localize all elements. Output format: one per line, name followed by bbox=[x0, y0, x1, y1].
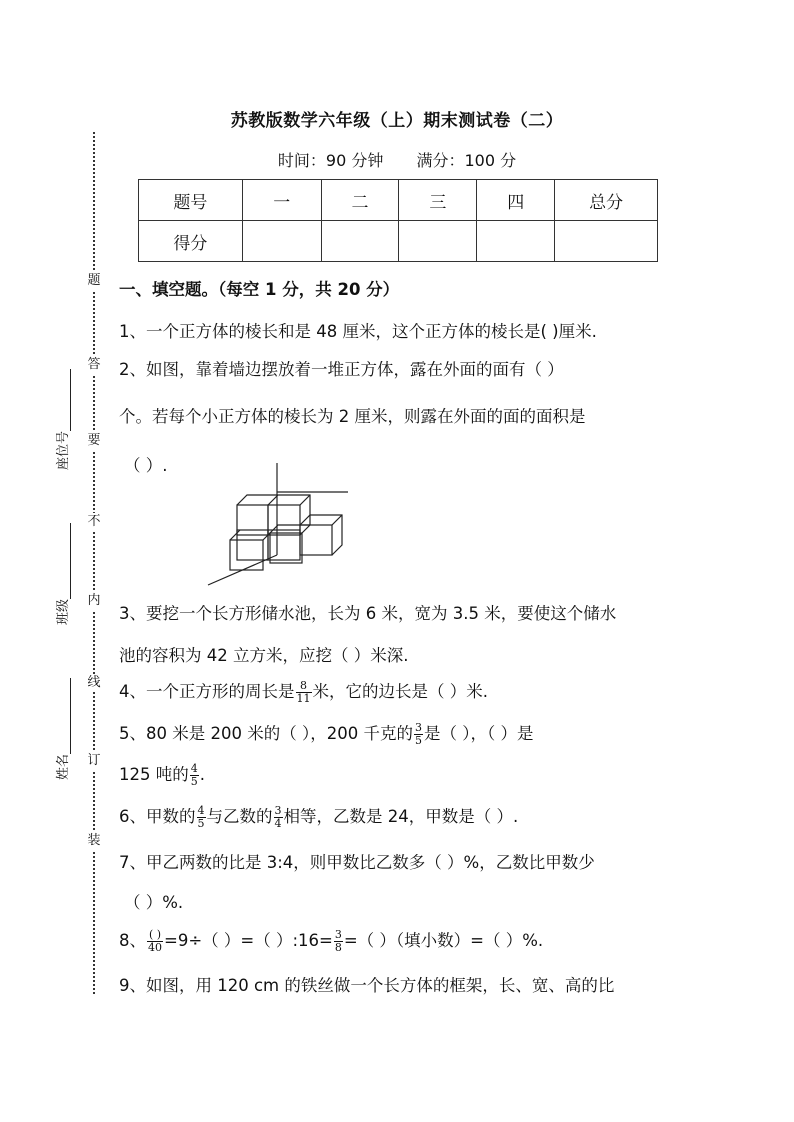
score-cell[interactable] bbox=[242, 221, 321, 262]
time-limit: 时间：90 分钟 bbox=[277, 151, 384, 170]
fraction-denominator: 5 bbox=[197, 817, 205, 830]
question-3-line-2: 池的容积为 42 立方米，应挖（ ）米深. bbox=[119, 646, 409, 665]
question-4-text: 4、一个正方形的周长是 bbox=[119, 682, 295, 701]
fraction-numerator: 3 bbox=[334, 928, 342, 941]
class-blank[interactable] bbox=[57, 523, 71, 599]
seat-number-label: 座位号 bbox=[56, 430, 71, 470]
binding-char: 要 bbox=[85, 432, 103, 450]
table-header-cell: 三 bbox=[399, 180, 477, 221]
full-score: 满分：100 分 bbox=[416, 151, 517, 170]
question-8-text: 8、 bbox=[119, 931, 146, 950]
binding-char: 题 bbox=[85, 272, 103, 290]
fraction-numerator: 4 bbox=[197, 804, 205, 817]
binding-dotted-line bbox=[93, 132, 95, 994]
table-row-label: 得分 bbox=[139, 221, 243, 262]
question-2-line-1: 2、如图，靠着墙边摆放着一堆正方体，露在外面的面有（ ） bbox=[119, 360, 564, 379]
binding-char: 不 bbox=[85, 513, 103, 531]
question-2-line-2: 个。若每个小正方体的棱长为 2 厘米，则露在外面的面的面积是 bbox=[119, 407, 586, 426]
fraction bbox=[414, 722, 423, 747]
question-5-line-2 bbox=[119, 761, 679, 788]
question-5-text: . bbox=[199, 765, 205, 784]
question-8-text: =9÷（ ）=（ ）:16= bbox=[164, 931, 333, 950]
fraction bbox=[274, 805, 283, 830]
question-7-line-1: 7、甲乙两数的比是 3:4，则甲数比乙数多（ ）%，乙数比甲数少 bbox=[119, 853, 595, 872]
fraction-denominator: 5 bbox=[414, 734, 422, 747]
name-blank[interactable] bbox=[57, 678, 71, 754]
binding-char: 订 bbox=[85, 752, 103, 770]
class-label: 班级 bbox=[56, 598, 71, 625]
score-table bbox=[138, 179, 658, 262]
binding-char: 内 bbox=[85, 592, 103, 610]
question-6-text: 与乙数的 bbox=[206, 807, 273, 826]
fraction bbox=[147, 929, 163, 954]
fraction-numerator: 3 bbox=[274, 804, 282, 817]
section-title: 一、填空题。（每空 1 分，共 20 分） bbox=[119, 280, 400, 299]
fraction-numerator: 8 bbox=[296, 680, 312, 693]
binding-char: 装 bbox=[85, 832, 103, 850]
fraction bbox=[190, 763, 199, 788]
score-cell[interactable] bbox=[555, 221, 658, 262]
fraction bbox=[334, 929, 343, 954]
table-row bbox=[139, 180, 658, 221]
seat-number-field[interactable] bbox=[52, 390, 72, 470]
question-3-line-1: 3、要挖一个长方形储水池，长为 6 米，宽为 3.5 米，要使这个储水 bbox=[119, 604, 617, 623]
score-cell[interactable] bbox=[321, 221, 399, 262]
table-header-cell: 一 bbox=[242, 180, 321, 221]
name-field[interactable] bbox=[52, 700, 72, 780]
question-5-text: 125 吨的 bbox=[119, 765, 189, 784]
question-9: 9、如图，用 120 cm 的铁丝做一个长方体的框架，长、宽、高的比 bbox=[119, 976, 615, 995]
question-2-line-3: （ ）. bbox=[124, 456, 168, 475]
class-field[interactable] bbox=[52, 545, 72, 625]
question-4 bbox=[119, 678, 679, 705]
question-5-text: 5、80 米是 200 米的（ ），200 千克的 bbox=[119, 724, 413, 743]
fraction-denominator: 40 bbox=[148, 941, 162, 954]
question-4-text: 米，它的边长是（ ）米. bbox=[312, 682, 488, 701]
question-6-text: 相等，乙数是 24，甲数是（ ）. bbox=[283, 807, 519, 826]
fraction-denominator: 5 bbox=[190, 775, 198, 788]
fraction-denominator: 4 bbox=[274, 817, 282, 830]
question-1: 1、一个正方体的棱长和是 48 厘米，这个正方体的棱长是( )厘米. bbox=[119, 322, 597, 341]
fraction bbox=[197, 805, 206, 830]
exam-info bbox=[0, 148, 794, 171]
fraction-numerator: 4 bbox=[190, 762, 198, 775]
question-6-text: 6、甲数的 bbox=[119, 807, 196, 826]
page-title: 苏教版数学六年级（上）期末测试卷（二） bbox=[230, 111, 564, 131]
table-header-cell: 总分 bbox=[555, 180, 658, 221]
fraction-numerator: 3 bbox=[414, 721, 422, 734]
fraction-denominator: 11 bbox=[296, 692, 311, 705]
cubes-against-wall-figure bbox=[200, 455, 360, 590]
table-row bbox=[139, 221, 658, 262]
question-5-text: 是（ ），（ ）是 bbox=[423, 724, 534, 743]
fraction bbox=[296, 680, 312, 705]
fraction-denominator: 8 bbox=[334, 941, 342, 954]
fraction-numerator: ( ) bbox=[148, 928, 162, 941]
question-8 bbox=[119, 927, 679, 954]
score-cell[interactable] bbox=[477, 221, 555, 262]
table-header-cell: 题号 bbox=[139, 180, 243, 221]
binding-char: 线 bbox=[85, 674, 103, 692]
question-6 bbox=[119, 803, 679, 830]
binding-char: 答 bbox=[85, 356, 103, 374]
table-header-cell: 二 bbox=[321, 180, 399, 221]
name-label: 姓名 bbox=[56, 753, 71, 780]
question-5-line-1 bbox=[119, 720, 679, 747]
table-header-cell: 四 bbox=[477, 180, 555, 221]
question-8-text: =（ ）（填小数）=（ ）%. bbox=[343, 931, 544, 950]
seat-number-blank[interactable] bbox=[57, 369, 71, 431]
score-cell[interactable] bbox=[399, 221, 477, 262]
question-7-line-2: （ ）%. bbox=[124, 893, 184, 912]
